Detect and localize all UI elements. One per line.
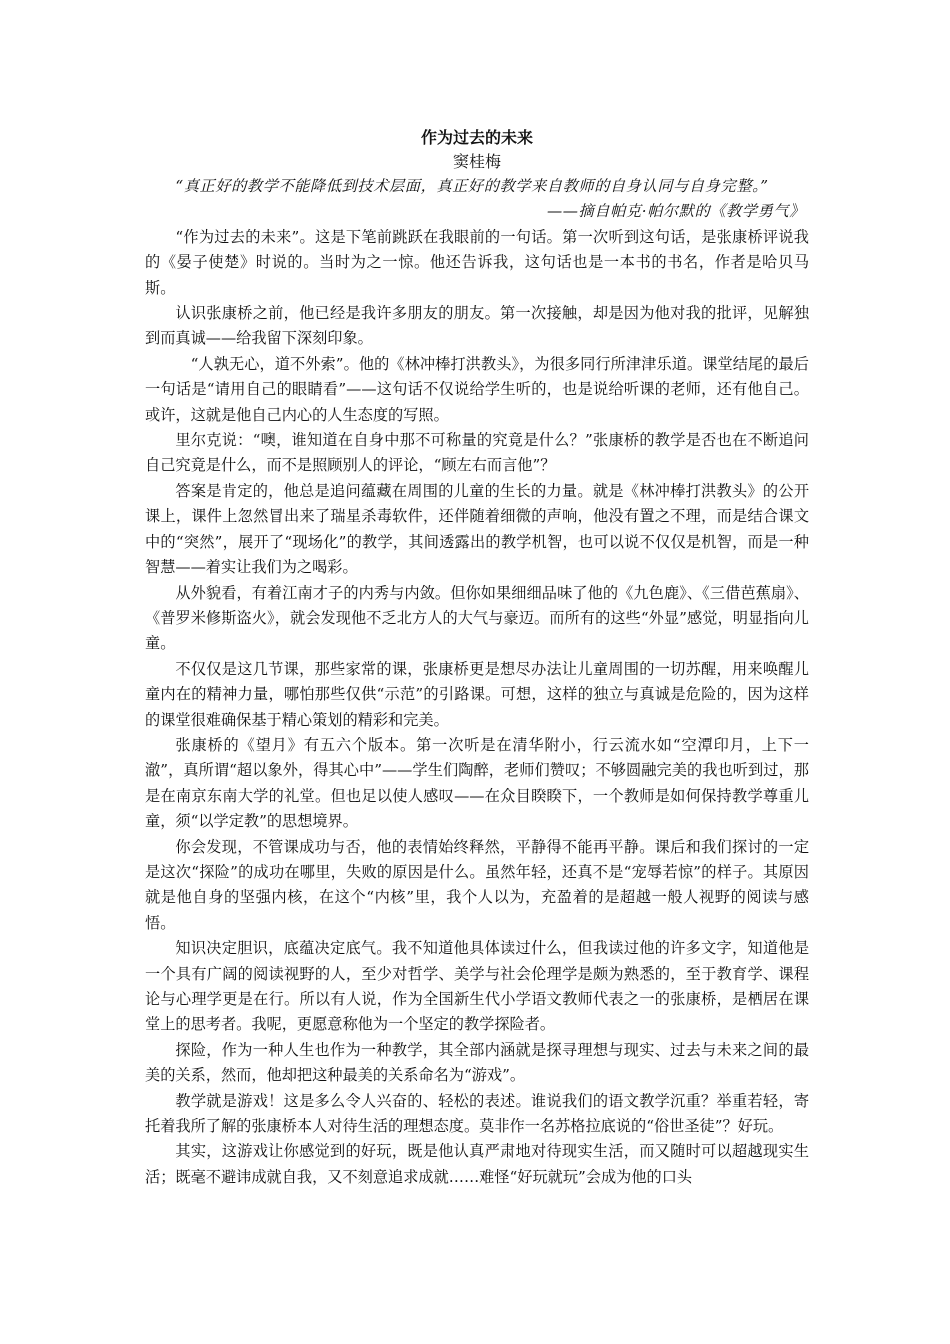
paragraph: 知识决定胆识，底蕴决定底气。我不知道他具体读过什么，但我读过他的许多文字，知道他是一个具有广阔的阅读视野的人，至少对哲学、美学与社会伦理学是颇为熟悉的，至于教育学、课程论与心理学更是在行。所以有人说，作为全国新生代小学语文教师代表之一的张康桥，是栖居在课堂上的思考者。我呢，更愿意称他为一个坚定的教学探险者。: [145, 939, 809, 1034]
article-author: 窦桂梅: [452, 152, 501, 171]
document-page: [145, 126, 809, 1190]
paragraph: 不仅仅是这几节课，那些家常的课，张康桥更是想尽办法让儿童周围的一切苏醒，用来唤醒儿童内在的精神力量，哪怕那些仅供“示范”的引路课。可想，这样的独立与真诚是危险的，因为这样的课堂很难确保基于精心策划的精彩和完美。: [145, 659, 809, 729]
paragraph: 答案是肯定的，他总是追问蕴藏在周围的儿童的生长的力量。就是《林冲棒打洪教头》的公开课上，课件上忽然冒出来了瑞星杀毒软件，还伴随着细微的声响，他没有置之不理，而是结合课文中的“突然”，展开了“现场化”的教学，其间透露出的教学机智，也可以说不仅仅是机智，而是一种智慧——着实让我们为之喝彩。: [145, 481, 809, 577]
paragraph: “作为过去的未来”。这是下笔前跳跃在我眼前的一句话。第一次听到这句话，是张康桥评说我的《晏子使楚》时说的。当时为之一惊。他还告诉我，这句话也是一本书的书名，作者是哈贝马斯。: [145, 227, 809, 297]
paragraph: 里尔克说：“噢，谁知道在自身中那不可称量的究竟是什么？”张康桥的教学是否也在不断追问自己究竟是什么，而不是照顾别人的评论，“顾左右而言他”？: [145, 431, 809, 475]
epigraph-source: ——摘自帕克·帕尔默的《教学勇气》: [546, 202, 805, 221]
paragraph: 探险，作为一种人生也作为一种教学，其全部内涵就是探寻理想与现实、过去与未来之间的最美的关系，然而，他却把这种最美的关系命名为“游戏”。: [145, 1040, 809, 1085]
paragraph: 张康桥的《望月》有五六个版本。第一次听是在清华附小，行云流水如“空潭印月，上下一澈”，真所谓“超以象外，得其心中”——学生们陶醉，老师们赞叹；不够圆融完美的我也听到过，那是在南京东南大学的礼堂。但也足以使人感叹——在众目睽睽下，一个教师是如何保持教学尊重儿童，须“以学定教”的思想境界。: [145, 735, 809, 831]
paragraph: “人孰无心，道不外索”。他的《林冲棒打洪教头》，为很多同行所津津乐道。课堂结尾的最后一句话是“请用自己的眼睛看”——这句话不仅说给学生听的，也是说给听课的老师，还有他自己。或许，这就是他自己内心的人生态度的写照。: [145, 354, 809, 424]
article-title: 作为过去的未来: [420, 128, 533, 147]
paragraph: 认识张康桥之前，他已经是我许多朋友的朋友。第一次接触，却是因为他对我的批评，见解独到而真诚——给我留下深刻印象。: [145, 304, 809, 348]
paragraph: 其实，这游戏让你感觉到的好玩，既是他认真严肃地对待现实生活，而又随时可以超越现实生活；既毫不避讳成就自我，又不刻意追求成就……难怪“好玩就玩”会成为他的口头: [145, 1142, 809, 1186]
epigraph-quote: “真正好的教学不能降低到技术层面，真正好的教学来自教师的自身认同与自身完整。”: [175, 177, 769, 195]
paragraph: 教学就是游戏！这是多么令人兴奋的、轻松的表述。谁说我们的语文教学沉重？举重若轻，寄托着我所了解的张康桥本人对待生活的理想态度。莫非作一名苏格拉底说的“俗世圣徒”？好玩。: [145, 1091, 809, 1136]
paragraph: 你会发现，不管课成功与否，他的表情始终释然，平静得不能再平静。课后和我们探讨的一定是这次“探险”的成功在哪里，失败的原因是什么。虽然年轻，还真不是“宠辱若惊”的样子。其原因就是他自身的坚强内核，在这个“内核”里，我个人以为，充盈着的是超越一般人视野的阅读与感悟。: [145, 837, 809, 932]
paragraph: 从外貌看，有着江南才子的内秀与内敛。但你如果细细品味了他的《九色鹿》、《三借芭蕉扇》、《普罗米修斯盗火》，就会发现他不乏北方人的大气与豪迈。而所有的这些“外显”感觉，明显指向儿童。: [145, 583, 809, 653]
